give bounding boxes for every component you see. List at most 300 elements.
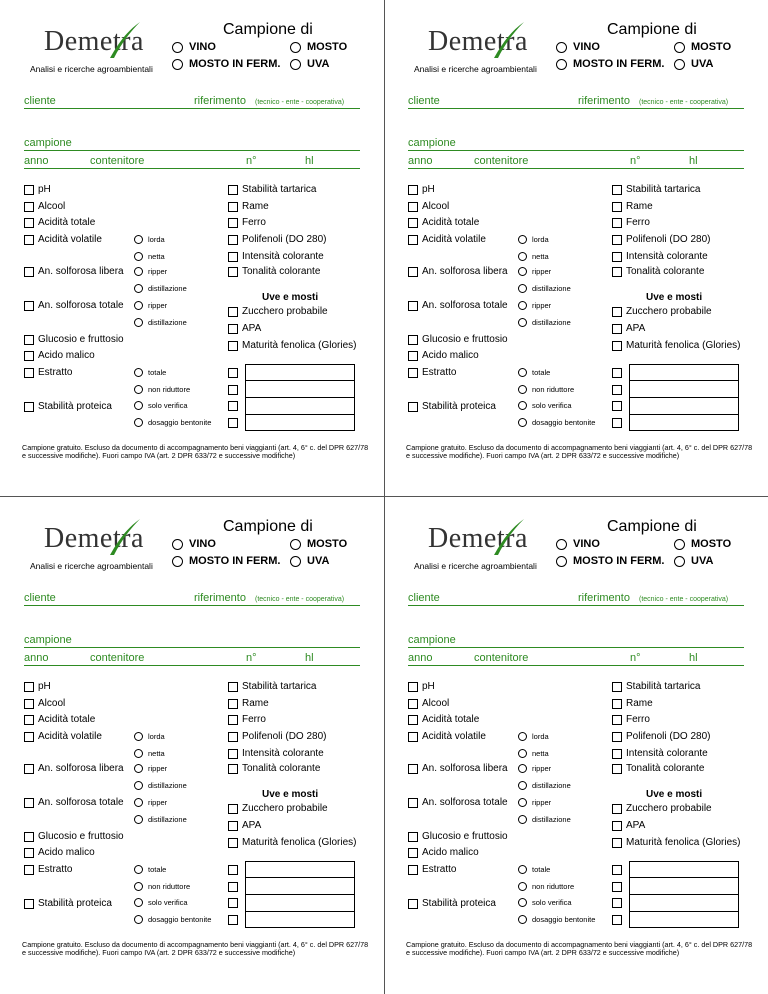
non-riduttore-option[interactable]: non riduttore (518, 385, 574, 394)
lorda-option[interactable]: lorda (518, 732, 549, 741)
libera-distillazione-option[interactable]: distillazione (134, 284, 187, 293)
vino-option[interactable]: VINO (172, 41, 216, 53)
libera-distillazione-option[interactable]: distillazione (518, 781, 571, 790)
checkbox-icon (612, 235, 622, 245)
extra-checkbox[interactable] (228, 418, 238, 428)
checkbox-icon (228, 218, 238, 228)
radio-circle-icon (134, 284, 143, 293)
checkbox-icon (24, 218, 34, 228)
checkbox-icon (408, 351, 418, 361)
campione-label: campione (24, 634, 72, 646)
intensita-colorante-check[interactable]: Intensità colorante (228, 251, 324, 262)
radio-circle-icon (518, 318, 527, 327)
checkbox-icon (228, 838, 238, 848)
checkbox-icon (24, 301, 34, 311)
radio-circle-icon (290, 556, 301, 567)
zucchero-probabile-check[interactable]: Zucchero probabile (228, 803, 328, 814)
solforosa-libera-check[interactable]: An. solforosa libera (24, 266, 124, 277)
checkbox-icon (228, 715, 238, 725)
extra-checkbox[interactable] (612, 882, 622, 892)
radio-circle-icon (134, 732, 143, 741)
demetra-logo (428, 26, 536, 62)
estratto-totale-option[interactable]: totale (134, 865, 166, 874)
form-title: Campione di (607, 518, 697, 535)
checkbox-icon (612, 804, 622, 814)
libera-distillazione-option[interactable]: distillazione (518, 284, 571, 293)
rame-check[interactable]: Rame (228, 698, 269, 709)
checkbox-icon (408, 368, 418, 378)
checkbox-icon (408, 335, 418, 345)
totale-ripper-option[interactable]: ripper (518, 301, 551, 310)
riferimento-label: riferimento (578, 592, 630, 604)
radio-circle-icon (134, 401, 143, 410)
campione-line[interactable] (24, 150, 360, 151)
libera-ripper-option[interactable]: ripper (518, 764, 551, 773)
solforosa-libera-check[interactable]: An. solforosa libera (24, 763, 124, 774)
checkbox-icon (24, 715, 34, 725)
uva-option[interactable]: UVA (674, 555, 713, 567)
dosaggio-bentonite-option[interactable]: dosaggio bentonite (518, 915, 595, 924)
checkbox-icon (612, 732, 622, 742)
solo-verifica-option[interactable]: solo verifica (134, 401, 188, 410)
non-riduttore-option[interactable]: non riduttore (518, 882, 574, 891)
contenitore-label: contenitore (474, 155, 529, 167)
demetra-logo (44, 523, 152, 559)
checkbox-icon (24, 899, 34, 909)
solforosa-libera-check[interactable]: An. solforosa libera (408, 266, 508, 277)
field-divider (629, 414, 739, 415)
cliente-line[interactable] (24, 108, 360, 109)
extra-checkbox[interactable] (612, 898, 622, 908)
numero-label: n° (630, 155, 641, 167)
cliente-label: cliente (408, 592, 440, 604)
footer-note: Campione gratuito. Escluso da documento di accompagnamento beni viaggianti (art. 4, 6° c. del DPR 627/78 e successive modifiche). Fuori campo IVA (art. 2 DPR 633/72 e successive modifiche) (406, 443, 753, 460)
footer-note: Campione gratuito. Escluso da documento di accompagnamento beni viaggianti (art. 4, 6° c. del DPR 627/78 e successive modifiche). Fuori campo IVA (art. 2 DPR 633/72 e successive modifiche) (22, 940, 369, 957)
maturita-fenolica-check[interactable]: Maturità fenolica (Glories) (612, 340, 740, 351)
vino-option[interactable]: VINO (172, 538, 216, 550)
checkbox-icon (408, 715, 418, 725)
checkbox-icon (24, 235, 34, 245)
field-divider (245, 414, 355, 415)
anno-line[interactable] (24, 168, 360, 169)
stabilita-proteica-check[interactable]: Stabilità proteica (24, 401, 112, 412)
acidita-totale-check[interactable]: Acidità totale (24, 217, 95, 228)
tonalita-colorante-check[interactable]: Tonalità colorante (612, 763, 704, 774)
radio-circle-icon (518, 781, 527, 790)
radio-circle-icon (134, 301, 143, 310)
mosto-in-ferm-option[interactable]: MOSTO IN FERM. (172, 555, 280, 567)
radio-circle-icon (134, 915, 143, 924)
checkbox-icon (612, 715, 622, 725)
rame-check[interactable]: Rame (612, 201, 653, 212)
glucosio-fruttosio-check[interactable]: Glucosio e fruttosio (408, 334, 508, 345)
radio-circle-icon (290, 42, 301, 53)
checkbox-icon (408, 832, 418, 842)
estratto-totale-option[interactable]: totale (518, 368, 550, 377)
radio-circle-icon (556, 42, 567, 53)
stabilita-tartarica-check[interactable]: Stabilità tartarica (228, 681, 316, 692)
lorda-option[interactable]: lorda (134, 732, 165, 741)
form-title: Campione di (223, 21, 313, 38)
numero-label: n° (246, 155, 257, 167)
solo-verifica-option[interactable]: solo verifica (518, 898, 572, 907)
contenitore-label: contenitore (474, 652, 529, 664)
uva-option[interactable]: UVA (290, 58, 329, 70)
anno-label: anno (24, 652, 49, 664)
radio-circle-icon (134, 798, 143, 807)
uva-option[interactable]: UVA (674, 58, 713, 70)
rame-check[interactable]: Rame (612, 698, 653, 709)
mosto-in-ferm-option[interactable]: MOSTO IN FERM. (172, 58, 280, 70)
radio-circle-icon (518, 732, 527, 741)
mosto-option[interactable]: MOSTO (674, 41, 731, 53)
checkbox-icon (228, 804, 238, 814)
checkbox-icon (24, 368, 34, 378)
polifenoli-check[interactable]: Polifenoli (DO 280) (228, 731, 326, 742)
checkbox-icon (612, 682, 622, 692)
glucosio-fruttosio-check[interactable]: Glucosio e fruttosio (24, 334, 124, 345)
ferro-check[interactable]: Ferro (228, 714, 266, 725)
anno-label: anno (408, 155, 433, 167)
tonalita-colorante-check[interactable]: Tonalità colorante (612, 266, 704, 277)
anno-label: anno (24, 155, 49, 167)
ferro-check[interactable]: Ferro (228, 217, 266, 228)
mosto-in-ferm-option[interactable]: MOSTO IN FERM. (556, 555, 664, 567)
tonalita-colorante-check[interactable]: Tonalità colorante (228, 266, 320, 277)
radio-circle-icon (172, 539, 183, 550)
rame-check[interactable]: Rame (228, 201, 269, 212)
numero-label: n° (630, 652, 641, 664)
lorda-option[interactable]: lorda (134, 235, 165, 244)
dosaggio-bentonite-option[interactable]: dosaggio bentonite (518, 418, 595, 427)
libera-distillazione-option[interactable]: distillazione (134, 781, 187, 790)
solforosa-totale-check[interactable]: An. solforosa totale (24, 300, 124, 311)
totale-distillazione-option[interactable]: distillazione (134, 815, 187, 824)
ph-check[interactable]: pH (24, 184, 51, 195)
solo-verifica-option[interactable]: solo verifica (518, 401, 572, 410)
netta-option[interactable]: netta (518, 749, 549, 758)
checkbox-icon (612, 821, 622, 831)
checkbox-icon (408, 764, 418, 774)
ph-check[interactable]: pH (408, 681, 435, 692)
lorda-option[interactable]: lorda (518, 235, 549, 244)
radio-circle-icon (134, 882, 143, 891)
netta-option[interactable]: netta (518, 252, 549, 261)
vino-option[interactable]: VINO (556, 538, 600, 550)
dosaggio-bentonite-option[interactable]: dosaggio bentonite (134, 418, 211, 427)
radio-circle-icon (674, 556, 685, 567)
totale-ripper-option[interactable]: ripper (134, 301, 167, 310)
mosto-option[interactable]: MOSTO (290, 41, 347, 53)
zucchero-probabile-check[interactable]: Zucchero probabile (228, 306, 328, 317)
acidita-totale-check[interactable]: Acidità totale (408, 217, 479, 228)
campione-line[interactable] (24, 647, 360, 648)
zucchero-probabile-check[interactable]: Zucchero probabile (612, 306, 712, 317)
checkbox-icon (228, 252, 238, 262)
non-riduttore-option[interactable]: non riduttore (134, 882, 190, 891)
maturita-fenolica-check[interactable]: Maturità fenolica (Glories) (612, 837, 740, 848)
sample-form-card (384, 0, 768, 496)
alcool-check[interactable]: Alcool (408, 698, 449, 709)
solforosa-totale-check[interactable]: An. solforosa totale (24, 797, 124, 808)
anno-line[interactable] (408, 665, 744, 666)
estratto-totale-option[interactable]: totale (134, 368, 166, 377)
acidita-totale-check[interactable]: Acidità totale (24, 714, 95, 725)
cliente-label: cliente (408, 95, 440, 107)
checkbox-icon (612, 185, 622, 195)
radio-circle-icon (172, 42, 183, 53)
radio-circle-icon (518, 815, 527, 824)
checkbox-icon (612, 202, 622, 212)
libera-ripper-option[interactable]: ripper (134, 267, 167, 276)
totale-distillazione-option[interactable]: distillazione (518, 318, 571, 327)
checkbox-icon (228, 307, 238, 317)
intensita-colorante-check[interactable]: Intensità colorante (612, 251, 708, 262)
apa-check[interactable]: APA (228, 323, 261, 334)
radio-circle-icon (518, 301, 527, 310)
stabilita-tartarica-check[interactable]: Stabilità tartarica (228, 184, 316, 195)
checkbox-icon (228, 682, 238, 692)
field-divider (245, 894, 355, 895)
riferimento-note: (tecnico - ente - cooperativa) (255, 596, 345, 603)
polifenoli-check[interactable]: Polifenoli (DO 280) (612, 234, 710, 245)
field-divider (629, 911, 739, 912)
estratto-check[interactable]: Estratto (408, 864, 456, 875)
checkbox-icon (612, 307, 622, 317)
checkbox-icon (24, 185, 34, 195)
checkbox-icon (24, 335, 34, 345)
footer-note: Campione gratuito. Escluso da documento di accompagnamento beni viaggianti (art. 4, 6° c. del DPR 627/78 e successive modifiche). Fuori campo IVA (art. 2 DPR 633/72 e successive modifiche) (22, 443, 369, 460)
glucosio-fruttosio-check[interactable]: Glucosio e fruttosio (24, 831, 124, 842)
acido-malico-check[interactable]: Acido malico (408, 350, 479, 361)
radio-circle-icon (556, 556, 567, 567)
radio-circle-icon (518, 401, 527, 410)
logo-text: Demetra (428, 523, 528, 554)
checkbox-icon (24, 682, 34, 692)
acido-malico-check[interactable]: Acido malico (24, 847, 95, 858)
cliente-line[interactable] (408, 605, 744, 606)
alcool-check[interactable]: Alcool (408, 201, 449, 212)
ph-check[interactable]: pH (24, 681, 51, 692)
libera-ripper-option[interactable]: ripper (134, 764, 167, 773)
checkbox-icon (24, 351, 34, 361)
checkbox-icon (228, 341, 238, 351)
mosto-option[interactable]: MOSTO (674, 538, 731, 550)
extra-checkbox[interactable] (228, 882, 238, 892)
checkbox-icon (408, 402, 418, 412)
radio-circle-icon (518, 915, 527, 924)
sample-form-card (0, 0, 384, 496)
leaf-icon (488, 20, 528, 60)
logo-text: Demetra (44, 523, 144, 554)
radio-circle-icon (134, 418, 143, 427)
campione-line[interactable] (408, 647, 744, 648)
checkbox-icon (408, 865, 418, 875)
checkbox-icon (612, 749, 622, 759)
checkbox-icon (408, 218, 418, 228)
tagline: Analisi e ricerche agroambientali (30, 561, 153, 571)
extra-checkbox[interactable] (612, 418, 622, 428)
acidita-totale-check[interactable]: Acidità totale (408, 714, 479, 725)
maturita-fenolica-check[interactable]: Maturità fenolica (Glories) (228, 837, 356, 848)
anno-label: anno (408, 652, 433, 664)
extra-checkbox[interactable] (228, 865, 238, 875)
tagline: Analisi e ricerche agroambientali (414, 561, 537, 571)
riferimento-label: riferimento (194, 95, 246, 107)
extra-checkbox[interactable] (612, 385, 622, 395)
checkbox-icon (24, 798, 34, 808)
radio-circle-icon (518, 764, 527, 773)
stabilita-tartarica-check[interactable]: Stabilità tartarica (612, 184, 700, 195)
logo-text: Demetra (44, 26, 144, 57)
riferimento-note: (tecnico - ente - cooperativa) (639, 99, 729, 106)
sample-form-card (0, 497, 384, 993)
anno-line[interactable] (408, 168, 744, 169)
totale-ripper-option[interactable]: ripper (134, 798, 167, 807)
cliente-line[interactable] (408, 108, 744, 109)
intensita-colorante-check[interactable]: Intensità colorante (228, 748, 324, 759)
campione-line[interactable] (408, 150, 744, 151)
acidita-volatile-check[interactable]: Acidità volatile (24, 234, 102, 245)
solforosa-totale-check[interactable]: An. solforosa totale (408, 300, 508, 311)
radio-circle-icon (134, 235, 143, 244)
estratto-totale-option[interactable]: totale (518, 865, 550, 874)
campione-label: campione (408, 137, 456, 149)
polifenoli-check[interactable]: Polifenoli (DO 280) (228, 234, 326, 245)
checkbox-icon (24, 267, 34, 277)
field-divider (629, 894, 739, 895)
extra-checkbox[interactable] (228, 401, 238, 411)
acidita-volatile-check[interactable]: Acidità volatile (408, 234, 486, 245)
ferro-check[interactable]: Ferro (612, 217, 650, 228)
checkbox-icon (408, 682, 418, 692)
stabilita-proteica-check[interactable]: Stabilità proteica (24, 898, 112, 909)
field-divider (245, 380, 355, 381)
apa-check[interactable]: APA (228, 820, 261, 831)
checkbox-icon (24, 402, 34, 412)
totale-ripper-option[interactable]: ripper (518, 798, 551, 807)
netta-option[interactable]: netta (134, 749, 165, 758)
stabilita-tartarica-check[interactable]: Stabilità tartarica (612, 681, 700, 692)
uve-mosti-heading: Uve e mosti (646, 789, 703, 800)
netta-option[interactable]: netta (134, 252, 165, 261)
checkbox-icon (228, 267, 238, 277)
radio-circle-icon (134, 865, 143, 874)
solforosa-totale-check[interactable]: An. solforosa totale (408, 797, 508, 808)
radio-circle-icon (134, 267, 143, 276)
leaf-icon (104, 20, 144, 60)
logo-text: Demetra (428, 26, 528, 57)
riferimento-note: (tecnico - ente - cooperativa) (639, 596, 729, 603)
zucchero-probabile-check[interactable]: Zucchero probabile (612, 803, 712, 814)
radio-circle-icon (134, 385, 143, 394)
alcool-check[interactable]: Alcool (24, 698, 65, 709)
contenitore-label: contenitore (90, 155, 145, 167)
hl-label: hl (689, 652, 698, 664)
form-title: Campione di (223, 518, 313, 535)
acido-malico-check[interactable]: Acido malico (408, 847, 479, 858)
contenitore-label: contenitore (90, 652, 145, 664)
extra-checkbox[interactable] (612, 368, 622, 378)
checkbox-icon (24, 732, 34, 742)
mosto-in-ferm-option[interactable]: MOSTO IN FERM. (556, 58, 664, 70)
dosaggio-bentonite-option[interactable]: dosaggio bentonite (134, 915, 211, 924)
footer-note: Campione gratuito. Escluso da documento di accompagnamento beni viaggianti (art. 4, 6° c. del DPR 627/78 e successive modifiche). Fuori campo IVA (art. 2 DPR 633/72 e successive modifiche) (406, 940, 753, 957)
checkbox-icon (612, 699, 622, 709)
solo-verifica-option[interactable]: solo verifica (134, 898, 188, 907)
extra-checkbox[interactable] (228, 385, 238, 395)
uva-option[interactable]: UVA (290, 555, 329, 567)
acidita-volatile-check[interactable]: Acidità volatile (24, 731, 102, 742)
radio-circle-icon (518, 235, 527, 244)
totale-distillazione-option[interactable]: distillazione (134, 318, 187, 327)
alcool-check[interactable]: Alcool (24, 201, 65, 212)
vino-option[interactable]: VINO (556, 41, 600, 53)
radio-circle-icon (518, 252, 527, 261)
stabilita-proteica-check[interactable]: Stabilità proteica (408, 898, 496, 909)
polifenoli-check[interactable]: Polifenoli (DO 280) (612, 731, 710, 742)
extra-checkbox[interactable] (228, 915, 238, 925)
cliente-line[interactable] (24, 605, 360, 606)
tonalita-colorante-check[interactable]: Tonalità colorante (228, 763, 320, 774)
checkbox-icon (408, 699, 418, 709)
checkbox-icon (612, 218, 622, 228)
checkbox-icon (24, 202, 34, 212)
checkbox-icon (24, 832, 34, 842)
apa-check[interactable]: APA (612, 323, 645, 334)
solforosa-libera-check[interactable]: An. solforosa libera (408, 763, 508, 774)
field-divider (629, 380, 739, 381)
checkbox-icon (408, 848, 418, 858)
radio-circle-icon (518, 749, 527, 758)
anno-line[interactable] (24, 665, 360, 666)
checkbox-icon (228, 235, 238, 245)
acidita-volatile-check[interactable]: Acidità volatile (408, 731, 486, 742)
extra-checkbox[interactable] (228, 368, 238, 378)
libera-ripper-option[interactable]: ripper (518, 267, 551, 276)
checkbox-icon (24, 865, 34, 875)
radio-circle-icon (518, 284, 527, 293)
acido-malico-check[interactable]: Acido malico (24, 350, 95, 361)
maturita-fenolica-check[interactable]: Maturità fenolica (Glories) (228, 340, 356, 351)
radio-circle-icon (134, 764, 143, 773)
mosto-option[interactable]: MOSTO (290, 538, 347, 550)
extra-checkbox[interactable] (228, 898, 238, 908)
cliente-label: cliente (24, 95, 56, 107)
extra-checkbox[interactable] (612, 915, 622, 925)
estratto-check[interactable]: Estratto (24, 864, 72, 875)
checkbox-icon (228, 324, 238, 334)
extra-checkbox[interactable] (612, 401, 622, 411)
checkbox-icon (408, 202, 418, 212)
ph-check[interactable]: pH (408, 184, 435, 195)
extra-checkbox[interactable] (612, 865, 622, 875)
totale-distillazione-option[interactable]: distillazione (518, 815, 571, 824)
checkbox-icon (228, 764, 238, 774)
estratto-check[interactable]: Estratto (408, 367, 456, 378)
field-divider (245, 877, 355, 878)
ferro-check[interactable]: Ferro (612, 714, 650, 725)
hl-label: hl (305, 652, 314, 664)
stabilita-proteica-check[interactable]: Stabilità proteica (408, 401, 496, 412)
intensita-colorante-check[interactable]: Intensità colorante (612, 748, 708, 759)
non-riduttore-option[interactable]: non riduttore (134, 385, 190, 394)
checkbox-icon (612, 764, 622, 774)
glucosio-fruttosio-check[interactable]: Glucosio e fruttosio (408, 831, 508, 842)
estratto-check[interactable]: Estratto (24, 367, 72, 378)
apa-check[interactable]: APA (612, 820, 645, 831)
numero-label: n° (246, 652, 257, 664)
